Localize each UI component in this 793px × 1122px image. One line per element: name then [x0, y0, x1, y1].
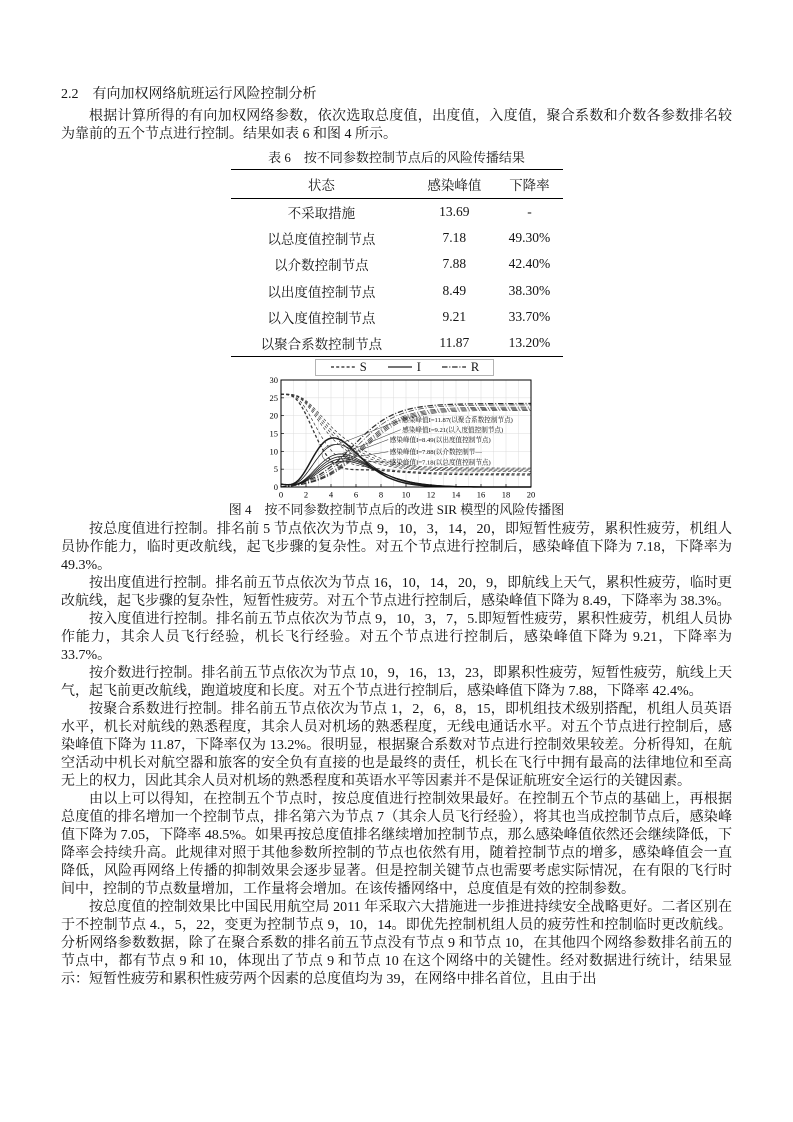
table-row: [231, 225, 563, 251]
cell-drop: 49.30%: [508, 230, 551, 246]
col-header-peak: 感染峰值: [412, 170, 496, 199]
legend-line-I: [387, 363, 413, 371]
svg-text:30: 30: [269, 376, 278, 386]
cell-drop: 42.40%: [508, 256, 551, 272]
cell-peak: 8.49: [442, 282, 467, 298]
cell-peak: 7.18: [442, 230, 467, 246]
cell-state: 以聚合系数控制节点: [260, 337, 383, 353]
svg-text:感染峰值I=7.18(以总度值控制节点): 感染峰值I=7.18(以总度值控制节点): [389, 459, 491, 467]
sir-figure: [61, 358, 732, 517]
figure-caption: 图 4 按不同参数控制节点后的改进 SIR 模型的风险传播图: [228, 502, 565, 518]
cell-drop: -: [527, 204, 532, 220]
svg-text:15: 15: [269, 428, 278, 439]
body-paragraph: 按总度值的控制效果比中国民用航空局 2011 年采取六大措施进一步推进持续安全战略更好。二者区别在于不控制节点 4.，5，22，变更为控制节点 9，10，14。即优先控制机组人员的疲劳性和控制临时更改航线。分析网络参数数据，除了在聚合系数的排名前五节点没有节点 9 和节点 10，在其他四个网络参数排名前五的节点中，都有节点 9 和 10，体现出了节点 9 和节点 10 在这个网络中的关键性。经对数据进行统计，结果显示：短暂性疲劳和累积性疲劳两个因素的总度值均为 39，在网络中排名首位，且由于出: [61, 900, 732, 988]
legend-label: R: [470, 359, 480, 374]
body-paragraph: 按总度值进行控制。排名前 5 节点依次为节点 9，10，3，14，20，即短暂性疲劳，累积性疲劳，机组人员协作能力，临时更改航线，起飞步骤的复杂性。对五个节点进行控制后，感染峰值下降为 7.18，下降率为 49.3%。: [61, 522, 732, 574]
cell-drop: 38.30%: [508, 282, 551, 298]
legend-label: I: [416, 359, 421, 374]
cell-state: 以入度值控制节点: [267, 310, 376, 326]
body-paragraph: 由以上可以得知，在控制五个节点时，按总度值进行控制效果最好。在控制五个节点的基础上，再根据总度值的排名增加一个控制节点，排名第六为节点 7（其余人员飞行经验），将其也当成控制节点后，感染峰值下降为 7.05，下降率 48.5%。如果再按总度值排名继续增加控制节点，那么感染峰值依然还会继续降低，下降率会持续升高。此规律对照于其他参数所控制的节点也依然有用，随着控制节点的增多，感染峰值会一直降低，风险再网络上传播的抑制效果会逐步显著。但是控制关键节点也需要考虑实际情况，在有限的飞行时间中，控制的节点数量增加，工作量将会增加。在该传播网络中，总度值是有效的控制参数。: [61, 792, 732, 898]
cell-state: 以介数控制节点: [274, 258, 369, 274]
svg-text:6: 6: [353, 489, 358, 500]
svg-text:2: 2: [303, 489, 308, 500]
chart-legend: [315, 359, 494, 376]
svg-text:4: 4: [328, 489, 333, 500]
table-header-row: [231, 170, 563, 199]
cell-state: 不采取措施: [287, 206, 356, 222]
legend-item-R: [441, 360, 479, 375]
svg-text:感染峰值I=8.49(以出度值控制节点): 感染峰值I=8.49(以出度值控制节点): [389, 436, 491, 444]
svg-text:10: 10: [401, 489, 410, 500]
svg-text:8: 8: [378, 489, 383, 500]
table-row: [231, 278, 563, 304]
col-header-drop: 下降率: [496, 170, 562, 199]
cell-peak: 7.88: [442, 256, 467, 272]
legend-line-S: [330, 363, 356, 371]
cell-state: 以出度值控制节点: [267, 284, 376, 300]
cell-peak: 13.69: [439, 204, 470, 220]
legend-line-R: [441, 363, 467, 371]
section-heading: 2.2 有向加权网络航班运行风险控制分析: [61, 87, 317, 102]
svg-text:20: 20: [269, 410, 278, 421]
svg-text:5: 5: [273, 464, 278, 475]
svg-text:12: 12: [426, 489, 435, 500]
table-row: [231, 330, 563, 357]
body-paragraph: 按介数进行控制。排名前五节点依次为节点 10，9，16，13，23，即累积性疲劳，短暂性疲劳，航线上天气，起飞前更改航线，跑道坡度和长度。对五个节点进行控制后，感染峰值下降为 7.88，下降率 42.4%。: [61, 666, 732, 700]
sir-chart: [61, 376, 732, 500]
svg-text:14: 14: [451, 489, 460, 500]
svg-text:感染峰值I=9.21(以入度值控制节点): 感染峰值I=9.21(以入度值控制节点): [401, 427, 503, 435]
page-content: [61, 86, 732, 989]
body-paragraph: 按聚合系数进行控制。排名前五节点依次为节点 1，2，6，8，15，即机组技术级别搭配，机组人员英语水平，机长对航线的熟悉程度，其余人员对机场的熟悉程度，无线电通话水平。对五个节点进行控制后，感染峰值下降为 11.87，下降率仅为 13.2%。很明显，根据聚合系数对节点进行控制效果较差。分析得知，在航空活动中机长对航空器和旅客的安全负有直接的也是最终的责任，机长在飞行中拥有最高的法律地位和至高无上的权力，因此其余人员对机场的熟悉程度和英语水平等因素并不是保证航班安全运行的关键因素。: [61, 702, 732, 790]
intro-paragraph: 根据计算所得的有向加权网络参数，依次选取总度值，出度值，入度值，聚合系数和介数各参数排名较为靠前的五个节点进行控制。结果如表 6 和图 4 所示。: [61, 109, 732, 142]
table-row: [231, 199, 563, 226]
table-caption: 表 6 按不同参数控制节点后的风险传播结果: [268, 150, 525, 165]
body-paragraph: 按出度值进行控制。排名前五节点依次为节点 16，10，14，20，9，即航线上天气，累积性疲劳，临时更改航线，起飞步骤的复杂性，短暂性疲劳。对五个节点进行控制后，感染峰值下降为 8.49，下降率为 38.3%。: [61, 576, 732, 610]
legend-item-S: [330, 360, 367, 375]
svg-text:10: 10: [269, 446, 278, 457]
cell-state: 以总度值控制节点: [267, 232, 376, 248]
cell-drop: 33.70%: [508, 308, 551, 324]
svg-text:0: 0: [278, 489, 283, 500]
svg-text:25: 25: [269, 392, 278, 403]
results-table: [231, 169, 563, 357]
svg-text:20: 20: [526, 489, 535, 500]
table-row: [231, 304, 563, 330]
legend-label: S: [359, 359, 367, 374]
svg-text:18: 18: [501, 489, 510, 500]
svg-text:感染峰值I=11.87(以聚合系数控制节点): 感染峰值I=11.87(以聚合系数控制节点): [401, 417, 513, 425]
svg-text:感染峰值I=7.88(以介数控制节—: 感染峰值I=7.88(以介数控制节—: [389, 449, 482, 457]
cell-drop: 13.20%: [508, 335, 551, 351]
cell-peak: 11.87: [439, 335, 470, 351]
col-header-state: 状态: [231, 170, 413, 199]
body-paragraph: 按入度值进行控制。排名前五节点依次为节点 9，10，3，7，5.即短暂性疲劳，累积性疲劳，机组人员协作能力，其余人员飞行经验，机长飞行经验。对五个节点进行控制后，感染峰值下降为 9.21，下降率为 33.7%。: [61, 612, 732, 664]
table-row: [231, 251, 563, 277]
cell-peak: 9.21: [442, 308, 467, 324]
legend-item-I: [387, 360, 421, 375]
svg-text:16: 16: [476, 489, 485, 500]
svg-text:0: 0: [273, 482, 278, 493]
sir-chart-svg: [257, 376, 537, 500]
